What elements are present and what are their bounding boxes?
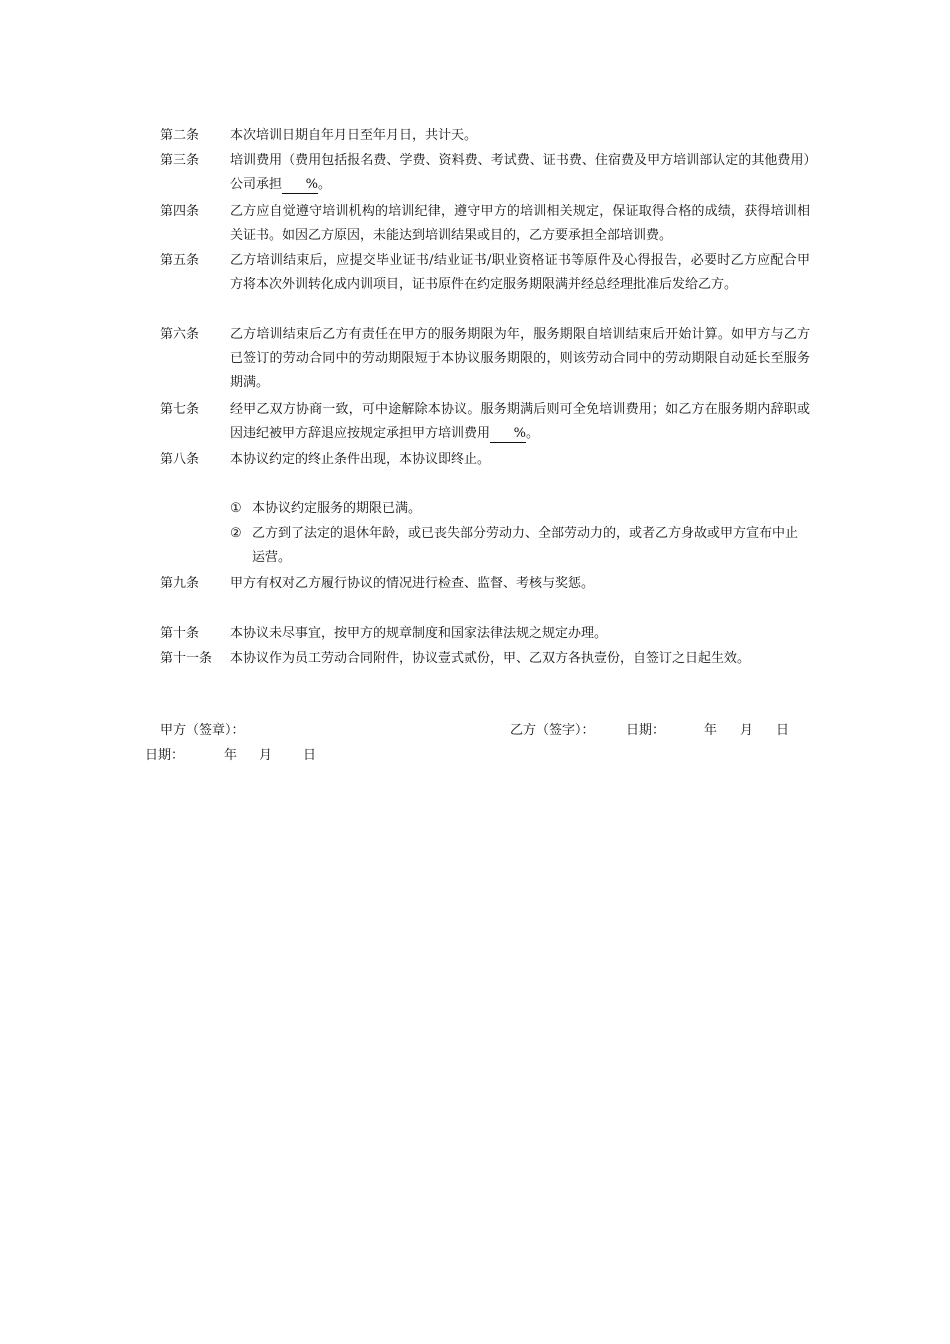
article-text-part: 。	[318, 177, 332, 192]
party-a-signature-label: 甲方（签章）：	[160, 723, 245, 738]
article-text	[230, 149, 810, 197]
article-label: 第二条	[160, 128, 200, 143]
article-label: 第八条	[160, 452, 200, 467]
article-11	[160, 647, 810, 671]
article-8	[160, 448, 810, 472]
article-text: 本协议作为员工劳动合同附件，协议壹式贰份，甲、乙双方各执壹份，自签订之日起生效。	[230, 651, 751, 666]
termination-item-2	[230, 522, 810, 570]
percentage-blank: %	[490, 426, 526, 443]
article-label: 第七条	[160, 402, 200, 417]
article-text: 甲方有权对乙方履行协议的情况进行检查、监督、考核与奖惩。	[230, 576, 595, 591]
item-marker: ①	[230, 501, 242, 516]
article-text: 乙方培训结束后，应提交毕业证书/结业证书/职业资格证书等原件及心得报告，必要时乙方应配合甲方将本次外训转化成内训项目，证书原件在约定服务期限满并经总经理批准后发给乙方。	[230, 253, 810, 292]
party-a-date-month: 月	[259, 748, 273, 763]
article-label: 第十一条	[160, 651, 213, 666]
article-text: 本协议约定的终止条件出现，本协议即终止。	[230, 452, 491, 467]
article-3	[160, 149, 810, 197]
termination-item-1	[230, 497, 810, 521]
article-label: 第九条	[160, 576, 200, 591]
article-text: 乙方培训结束后乙方有责任在甲方的服务期限为年，服务期限自培训结束后开始计算。如甲方与乙方已签订的劳动合同中的劳动期限短于本协议服务期限的，则该劳动合同中的劳动期限自动延长至服务期满。	[230, 327, 810, 390]
article-text	[230, 398, 810, 446]
party-b-date-year: 年	[704, 723, 718, 738]
party-b-date-month: 月	[740, 723, 754, 738]
item-text: 本协议约定服务的期限已满。	[252, 501, 422, 516]
article-label: 第三条	[160, 153, 200, 168]
article-label: 第四条	[160, 204, 200, 219]
item-text: 乙方到了法定的退休年龄，或已丧失部分劳动力、全部劳动力的，或者乙方身故或甲方宣布中止运营。	[252, 526, 799, 565]
party-b-date-day: 日	[776, 723, 790, 738]
percentage-blank: %	[282, 177, 318, 194]
party-a-date-day: 日	[303, 748, 317, 763]
article-text-part: 经甲乙双方协商一致，可中途解除本协议。服务期满后则可全免培训费用；如乙方在服务期内辞职或因违纪被甲方辞退应按规定承担甲方培训费用	[230, 402, 810, 441]
article-text: 乙方应自觉遵守培训机构的培训纪律，遵守甲方的培训相关规定，保证取得合格的成绩，获得培训相关证书。如因乙方原因，未能达到培训结果或目的，乙方要承担全部培训费。	[230, 204, 810, 243]
party-b-date-label: 日期：	[626, 723, 666, 738]
party-b-signature-label: 乙方（签字）：	[510, 723, 595, 738]
article-6	[160, 323, 810, 395]
article-text: 本次培训日期自年月日至年月日，共计天。	[230, 128, 478, 143]
article-2	[160, 124, 810, 148]
party-a-date-label: 日期：	[145, 748, 185, 763]
article-7	[160, 398, 810, 446]
article-4	[160, 200, 810, 248]
article-label: 第十条	[160, 626, 200, 641]
party-a-date-year: 年	[224, 748, 238, 763]
article-text: 本协议未尽事宜，按甲方的规章制度和国家法律法规之规定办理。	[230, 626, 608, 641]
article-text-part: 。	[526, 426, 540, 441]
article-5	[160, 249, 810, 297]
article-text-part: 培训费用（费用包括报名费、学费、资料费、考试费、证书费、住宿费及甲方培训部认定的其他费用）公司承担	[230, 153, 810, 192]
article-9	[160, 572, 810, 596]
article-label: 第五条	[160, 253, 200, 268]
article-label: 第六条	[160, 327, 200, 342]
item-marker: ②	[230, 526, 242, 541]
article-10	[160, 622, 810, 646]
